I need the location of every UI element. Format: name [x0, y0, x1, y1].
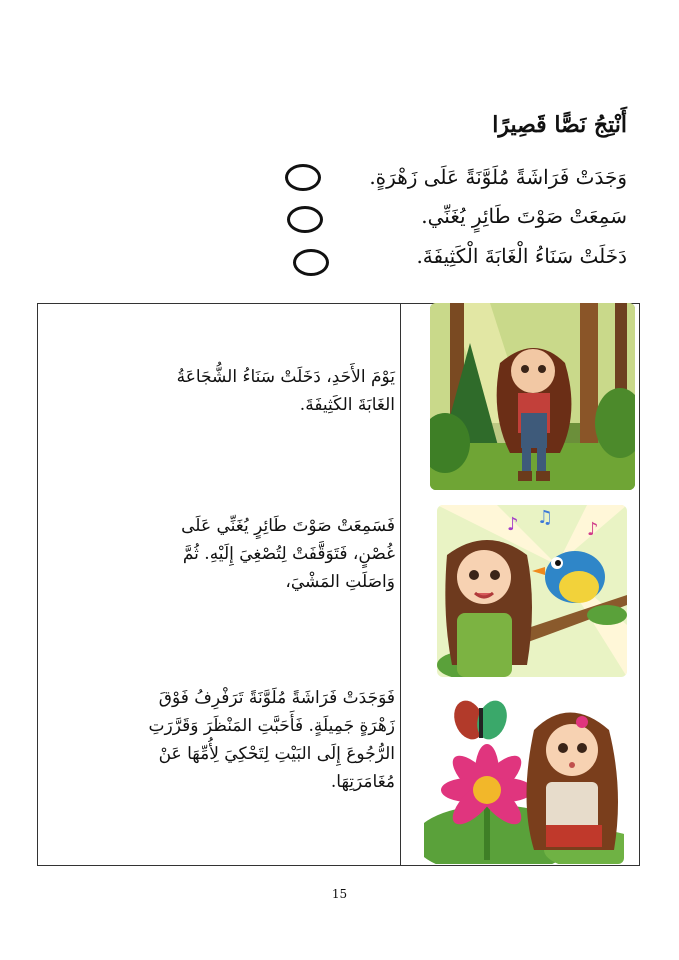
- svg-text:♪: ♪: [587, 519, 599, 540]
- girl-in-forest-illustration: [430, 303, 635, 490]
- answer-circle-3[interactable]: [293, 249, 329, 276]
- girl-with-singing-bird-illustration: [437, 505, 627, 677]
- option-text-3: دَخَلَتْ سَنَاءُ الْغَابَةَ الْكَثِيفَةَ.: [416, 244, 627, 268]
- girl-with-butterfly-flower-illustration: [424, 690, 624, 864]
- story-paragraph-1: يَوْمَ الأَحَدِ، دَخَلَتْ سَنَاءُ الشُّجَاعَةُ الغَابَةَ الكَثِيفَةَ.: [176, 367, 395, 415]
- page-number: 15: [331, 887, 348, 901]
- svg-text:♪: ♪: [507, 514, 519, 535]
- option-text-2: سَمِعَتْ صَوْتَ طَائِرٍ يُغَنِّي.: [421, 204, 627, 228]
- story-paragraph-3: فَوَجَدَتْ فَرَاشَةً مُلَوَّنَةً تَرَفْرِفُ فَوْقَ زَهْرَةٍ جَمِيلَةٍ. فَأَحَبَّتِ المَنْظَرَ وَقَرَّرَتِ الرُّجُوعَ إِلَى البَيْتِ لِتَحْكِيَ لِأُمِّهَا عَنْ مُغَامَرَتِهَا.: [148, 688, 395, 792]
- answer-circle-2[interactable]: [287, 206, 323, 233]
- svg-text:♫: ♫: [537, 507, 554, 528]
- story-paragraph-2: فَسَمِعَتْ صَوْتَ طَائِرٍ يُغَنِّي عَلَى غُصْنٍ، فَتَوَقَّفَتْ لِتُصْغِيَ إِلَيْهِ. ثُمَّ وَاصَلَتِ المَشْيَ،: [181, 516, 395, 592]
- option-text-1: وَجَدَتْ فَرَاشَةً مُلَوَّنَةً عَلَى زَهْرَةٍ.: [369, 165, 627, 189]
- table-divider: [400, 303, 401, 866]
- exercise-title: أَنْتِجُ نَصًّا قَصِيرًا: [492, 112, 627, 138]
- answer-circle-1[interactable]: [285, 164, 321, 191]
